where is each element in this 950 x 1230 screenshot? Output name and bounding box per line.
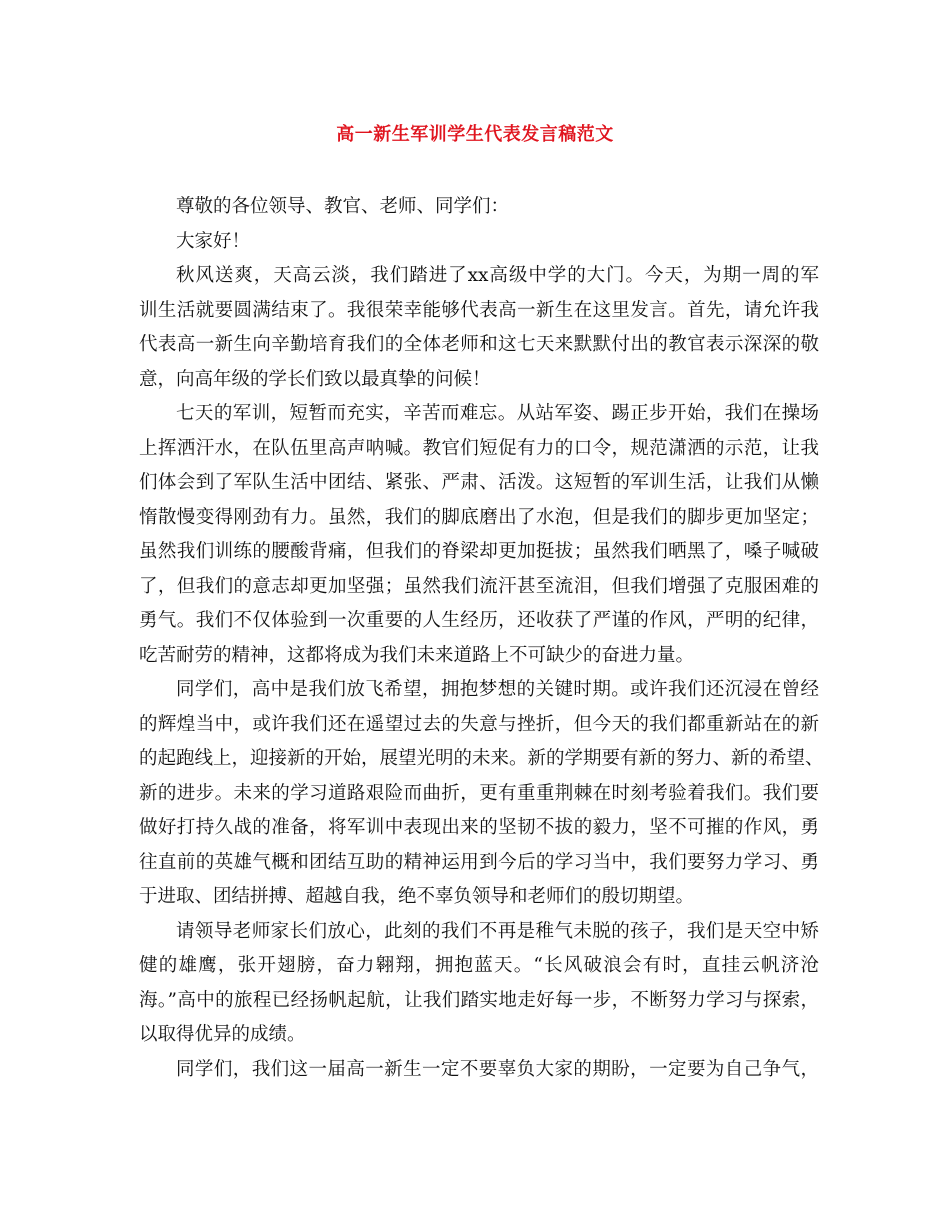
text-line: 尊敬的各位领导、教官、老师、同学们： <box>176 196 510 217</box>
text-line: 训生活就要圆满结束了。我很荣幸能够代表高一新生在这里发言。首先，请允许我 <box>139 299 819 321</box>
text-line: 健的雄鹰，张开翅膀，奋力翱翔，拥抱蓝天。“长风破浪会有时，直挂云帆济沧 <box>139 955 819 976</box>
text-line: 大家好！ <box>176 230 251 252</box>
text-line: 上挥洒汗水，在队伍里高声呐喊。教官们短促有力的口令，规范潇洒的示范，让我 <box>139 437 819 459</box>
text-line: 同学们，高中是我们放飞希望，拥抱梦想的关键时期。或许我们还沉浸在曾经 <box>176 679 819 700</box>
text-line: 以取得优异的成绩。 <box>139 1024 306 1045</box>
text-line: 代表高一新生向辛勤培育我们的全体老师和这七天来默默付出的教官表示深深的敬 <box>139 334 819 355</box>
text-line: 的辉煌当中，或许我们还在遥望过去的失意与挫折，但今天的我们都重新站在的新 <box>139 713 819 735</box>
text-line: 吃苦耐劳的精神，这都将成为我们未来道路上不可缺少的奋进力量。 <box>139 644 695 666</box>
text-line: 秋风送爽，天高云淡，我们踏进了xx高级中学的大门。今天，为期一周的军 <box>176 265 819 286</box>
text-line: 于进取、团结拼搏、超越自我，绝不辜负领导和老师们的殷切期望。 <box>139 886 695 907</box>
text-line: 七天的军训，短暂而充实，辛苦而难忘。从站军姿、踢正步开始，我们在操场 <box>176 403 819 424</box>
document-body <box>139 190 824 1087</box>
text-line: 往直前的英雄气概和团结互助的精神运用到今后的学习当中，我们要努力学习、勇 <box>139 851 819 873</box>
document-title: 高一新生军训学生代表发言稿范文 <box>336 124 614 145</box>
text-line: 们体会到了军队生活中团结、紧张、严肃、活泼。这短暂的军训生活，让我们从懒 <box>139 472 819 493</box>
text-line: 惰散慢变得刚劲有力。虽然，我们的脚底磨出了水泡，但是我们的脚步更加坚定； <box>139 506 819 528</box>
text-line: 了，但我们的意志却更加坚强；虽然我们流汗甚至流泪，但我们增强了克服困难的 <box>139 575 819 597</box>
text-line: 海。”高中的旅程已经扬帆起航，让我们踏实地走好每一步，不断努力学习与探索， <box>139 989 819 1011</box>
text-line: 意，向高年级的学长们致以最真挚的问候！ <box>139 368 491 390</box>
text-line: 的起跑线上，迎接新的开始，展望光明的未来。新的学期要有新的努力、新的希望、 <box>139 748 824 769</box>
text-line: 同学们，我们这一届高一新生一定不要辜负大家的期盼，一定要为自己争气， <box>176 1058 819 1080</box>
text-line: 勇气。我们不仅体验到一次重要的人生经历，还收获了严谨的作风，严明的纪律， <box>139 610 819 631</box>
text-line: 做好打持久战的准备，将军训中表现出来的坚韧不拔的毅力，坚不可摧的作风，勇 <box>139 817 819 838</box>
text-line: 虽然我们训练的腰酸背痛，但我们的脊梁却更加挺拔；虽然我们晒黑了，嗓子喊破 <box>139 541 819 562</box>
text-line: 新的进步。未来的学习道路艰险而曲折，更有重重荆棘在时刻考验着我们。我们要 <box>139 782 819 804</box>
text-line: 请领导老师家长们放心，此刻的我们不再是稚气未脱的孩子，我们是天空中矫 <box>176 920 819 942</box>
